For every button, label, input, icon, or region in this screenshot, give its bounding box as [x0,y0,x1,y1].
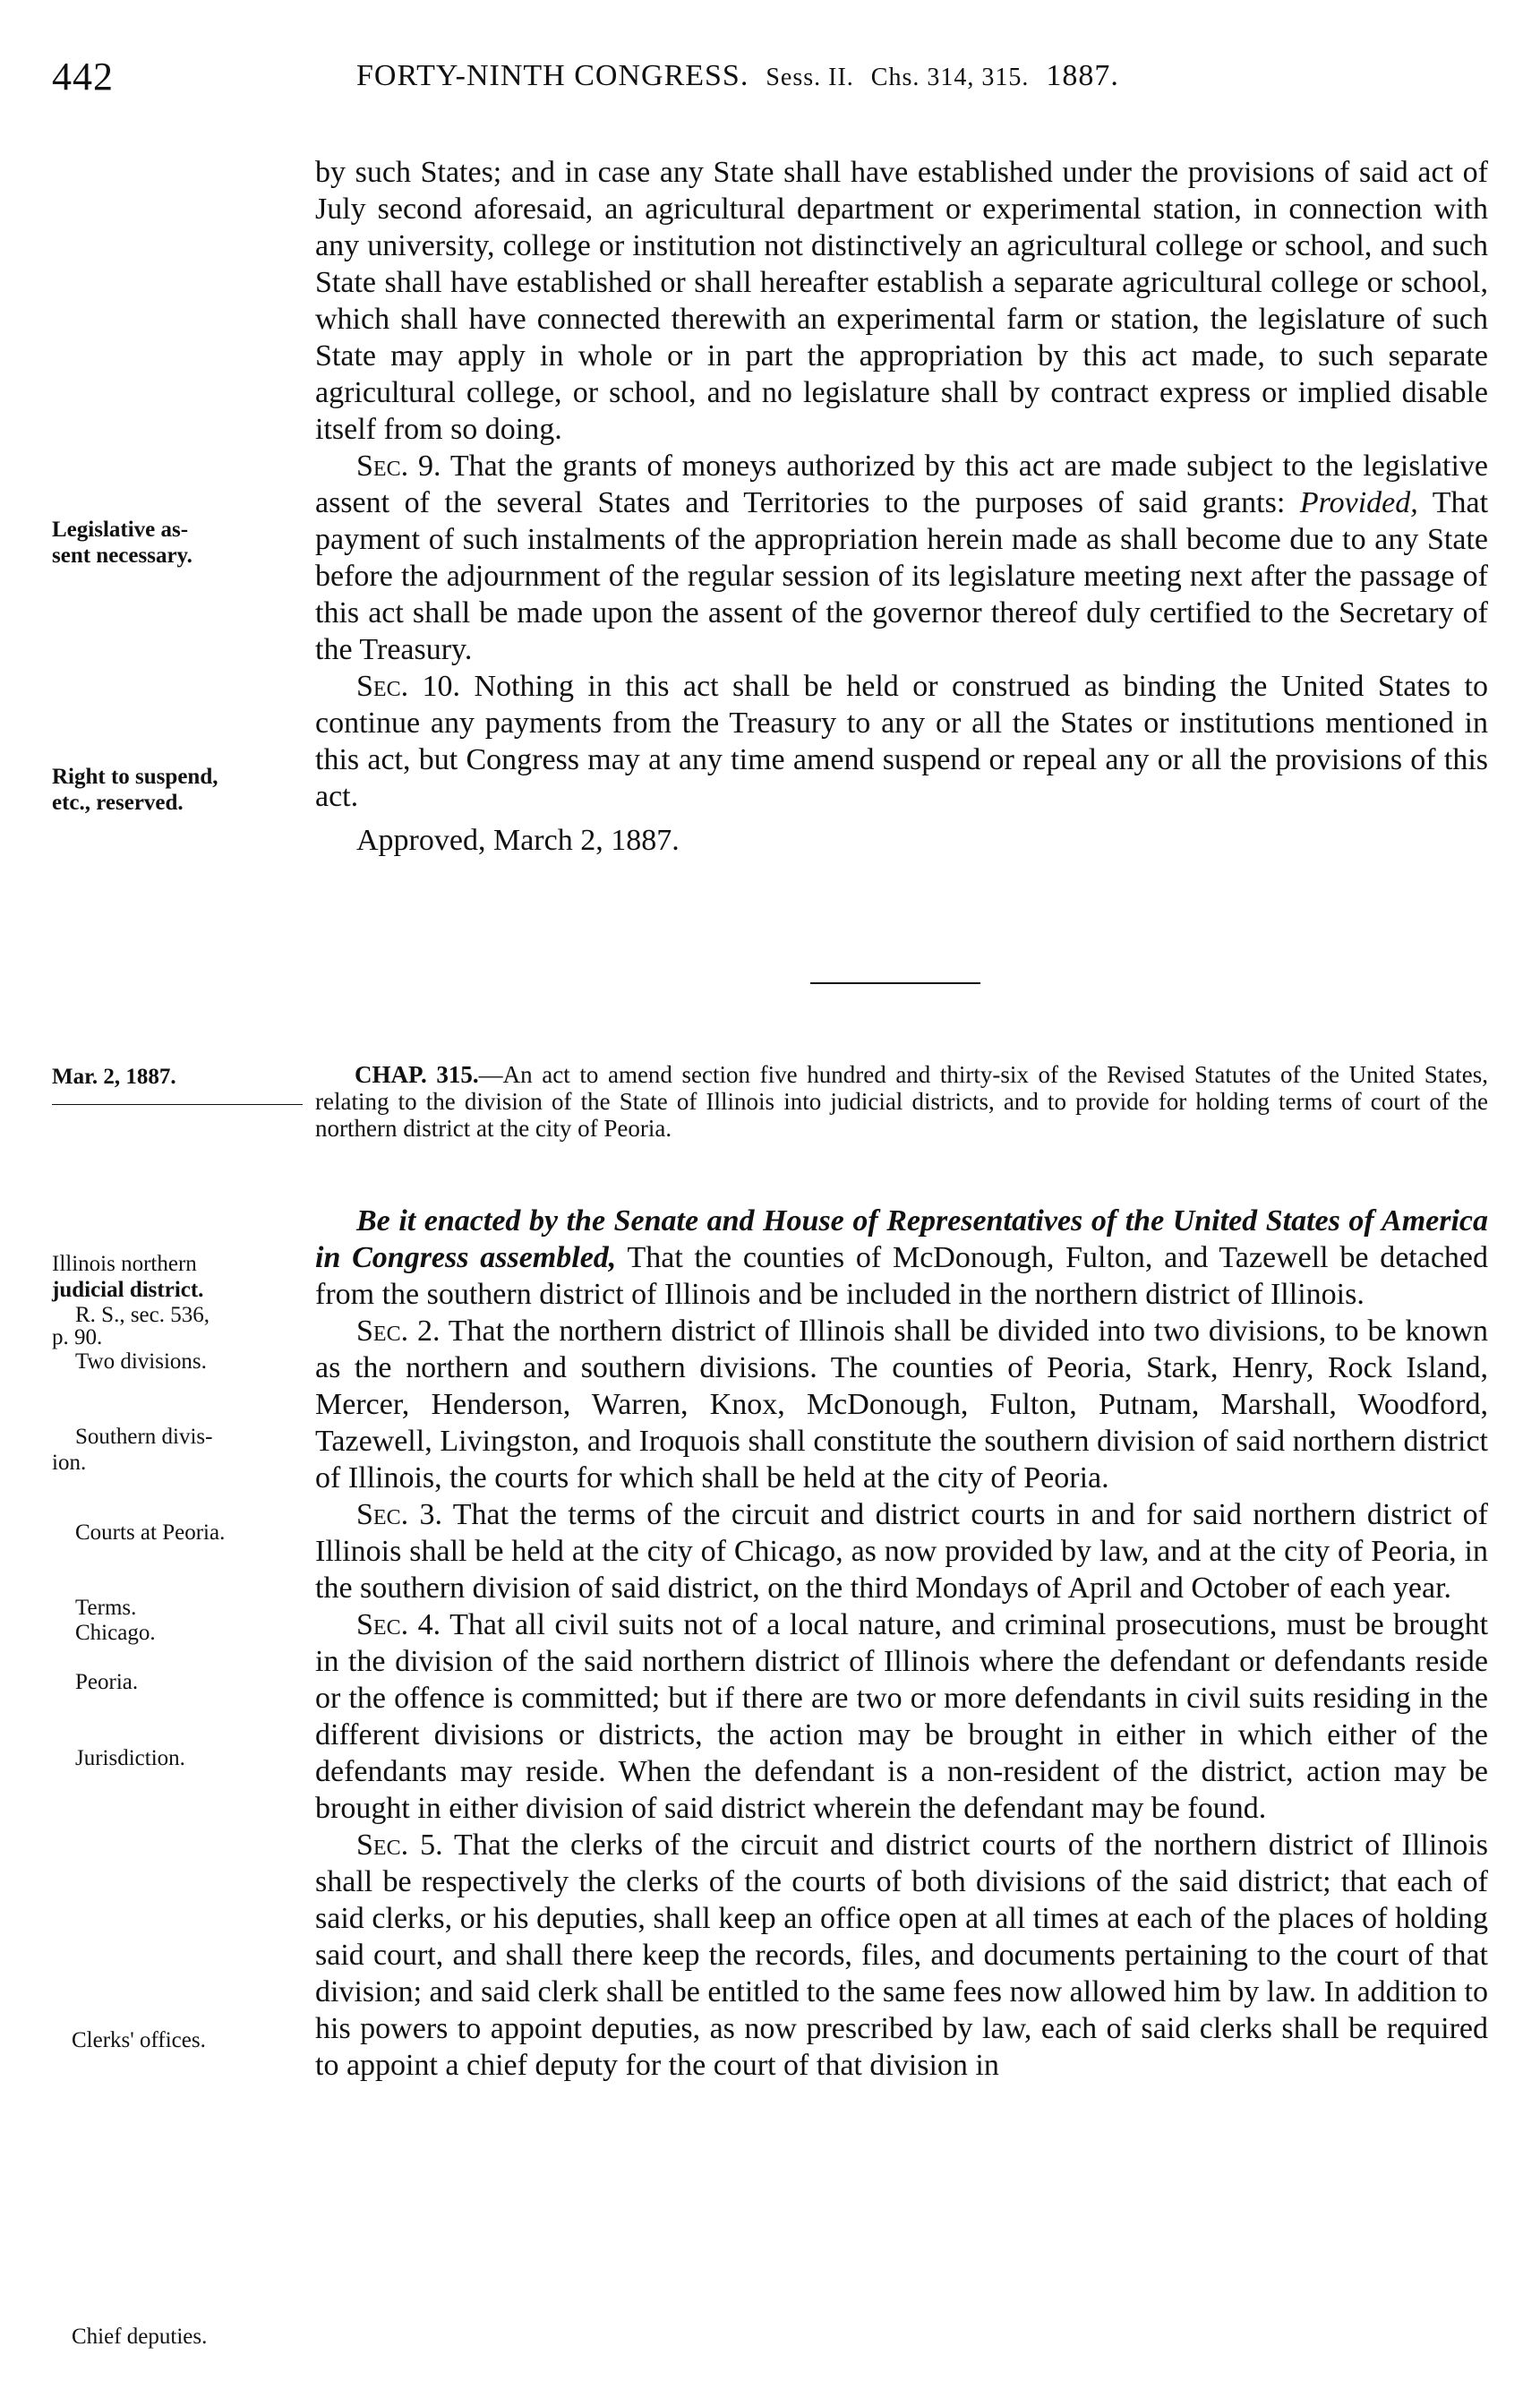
section-9 [315,448,1488,668]
chapter-divider-rule [810,982,980,984]
section-2-text: That the northern district of Illinois shall be divided into two divisions, to be known as the northern and southern divisions. The counties of Peoria, Stark, Henry, Rock Island, Mercer, Henderson, Warren, Knox, McDonough, Fulton, Putnam, Marshall, Woodford, Tazewell, Livingston, and Iroquois shall constitute the southern division of said northern district of Illinois, the courts for which shall be held at the city of Peoria. [315,1315,1488,1494]
section-9-provided: Provided, [1299,486,1418,519]
section-9-text-a: That the grants of moneys authorized by this act are made subject to the legislative assent of the several States and Territories to the purposes of said grants: [315,450,1489,519]
upper-body [315,154,1488,859]
enacting-text: That the counties of McDonough, Fulton, and Tazewell be detached from the southern district of Illinois and be included in the northern district of Illinois. [315,1241,1489,1311]
section-4 [315,1606,1488,1827]
enacting-clause: Be it enacted by the Senate and House of Representatives of the United States of America in Congress assembled, [315,1204,1488,1274]
enacting-paragraph [315,1203,1488,1313]
note-legislative-2: sent necessary. [52,544,192,568]
note-courts-at-peoria: Courts at Peoria. [75,1520,226,1545]
chapter-315-label: CHAP. 315. [355,1061,479,1088]
approval-line: Approved, March 2, 1887. [356,824,680,857]
section-5-text: That the clerks of the circuit and district courts of the northern district of Illinois shall be respectively the clerks of the courts of both divisions of the said district; that each of said clerks, or his deputies, shall keep an office open at all times at each of the places of holding said court, and shall there keep the records, files, and documents pertaining to the court of that division; and said clerk shall be entitled to the same fees now allowed him by law. In addition to his powers to appoint deputies, as now prescribed by law, each of said clerks shall be required to appoint a chief deputy for the court of that division in [315,1828,1488,2082]
section-3 [315,1496,1488,1606]
note-chicago: Chicago. [75,1621,156,1645]
section-10 [315,668,1488,815]
section-10-text: Nothing in this act shall be held or construed as binding the United States to continue any payments from the Treasury to any or all the States or institutions mentioned in this act, but Congress may at any time amend suspend or repeal any or all the provisions of this act. [315,670,1488,813]
chapter-315-title [315,1061,1488,1142]
note-chief-deputies: Chief deputies. [72,2325,208,2349]
section-3-text: That the terms of the circuit and district courts in and for said northern district of Illinois shall be held at the city of Chicago, as now provided by law, and at the city of Peoria, in the southern division of said district, on the third Mondays of April and October of each year. [315,1498,1489,1605]
note-clerks-offices: Clerks' offices. [72,2028,206,2052]
page-number: 442 [52,55,114,98]
note-peoria: Peoria. [75,1670,139,1694]
page-header [52,54,1488,107]
note-jurisdiction: Jurisdiction. [75,1746,185,1770]
chapter-315-body [315,1203,1488,2084]
running-title [356,59,1119,93]
note-southern-division [52,1424,335,1476]
note-illinois-1: Illinois northern [52,1252,197,1276]
chapter-315-description: —An act to amend section five hundred and thirty-six of the Revised Statutes of the United States, relating to the division of the State of Illinois into judicial districts, and to provide for holding terms of court of the northern district at the city of Peoria. [315,1061,1489,1142]
note-southern-2: ion. [52,1451,87,1475]
section-5-label: Sec. 5. [356,1828,443,1862]
note-illinois-2: judicial district. [52,1278,204,1302]
section-9-text-b: That payment of such instalments of the appropriation herein made as shall become due to any State before the adjournment of the regular session of its legislature meeting next after the passage of this act shall be made upon the assent of the governor thereof duly certified to the Secretary of the Treasury. [315,486,1489,666]
section-4-text: That all civil suits not of a local nature, and criminal prosecutions, must be brought in the division of the said northern district of Illinois where the defendant or defendants reside or the offence is committed; but if there are two or more defendants in civil suits residing in the different divisions or districts, the action may be brought in either in which either of the defendants may reside. When the defendant is a non-resident of the district, action may be brought in either division of said district wherein the defendant may be found. [315,1608,1489,1825]
note-two-divisions: Two divisions. [75,1349,207,1374]
continuation-paragraph: by such States; and in case any State shall have established under the provisions of said act of July second aforesaid, an agricultural department or experimental station, in connection with any university, college or institution not distinctively an agricultural college or school, and such State shall have established or shall hereafter establish a separate agricultural college or school, which shall have connected therewith an experimental farm or station, the legislature of such State may apply in whole or in part the appropriation by this act made, to such separate agricultural college, or school, and no legislature shall by contract express or implied disable itself from so doing. [315,156,1488,446]
section-3-label: Sec. 3. [356,1498,442,1531]
running-title-session: Sess. II. [766,64,854,91]
section-4-label: Sec. 4. [356,1608,441,1641]
note-illinois-northern [52,1251,312,1303]
note-right-to-suspend [52,764,312,816]
note-right-1: Right to suspend, [52,765,218,789]
section-2-label: Sec. 2. [356,1315,441,1348]
section-9-label: Sec. 9. [356,450,441,483]
note-right-2: etc., reserved. [52,791,184,815]
note-page-90: p. 90. [52,1325,103,1349]
date-underline [52,1104,303,1105]
section-2 [315,1313,1488,1496]
section-10-label: Sec. 10. [356,670,461,703]
running-title-year: 1887. [1046,59,1119,92]
running-title-chapters: Chs. 314, 315. [870,64,1030,91]
section-5 [315,1827,1488,2084]
note-southern-1: Southern divis- [75,1425,213,1449]
note-rs-citation: R. S., sec. 536, [75,1303,210,1327]
note-legislative-assent [52,517,312,569]
note-date: Mar. 2, 1887. [52,1065,176,1089]
running-title-congress: FORTY-NINTH CONGRESS. [356,59,749,92]
note-terms: Terms. [75,1596,137,1620]
note-legislative-1: Legislative as- [52,518,189,542]
